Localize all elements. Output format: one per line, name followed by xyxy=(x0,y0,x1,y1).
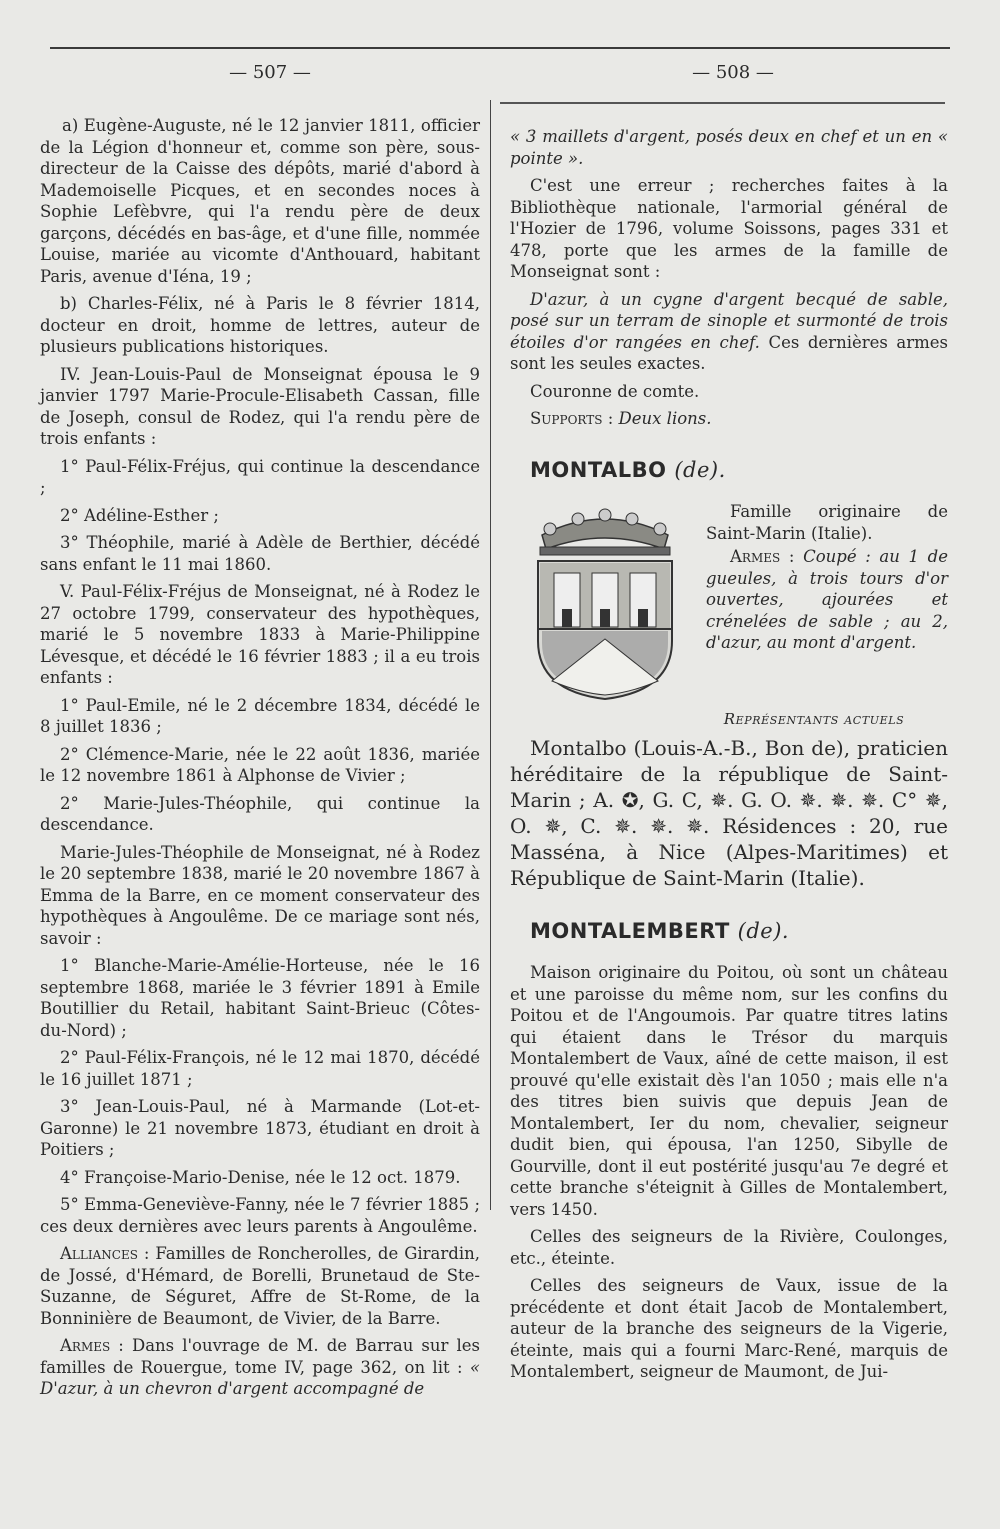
column-divider xyxy=(490,100,491,1210)
paragraph: 5° Emma-Geneviève-Fanny, née le 7 février 1885 ; ces deux dernières avec leurs parents à Angoulême. xyxy=(40,1195,480,1236)
armes-quote: « D'azur, à un chevron d'argent accompagné de xyxy=(40,1357,480,1398)
paragraph: a) Eugène-Auguste, né le 12 janvier 1811, officier de la Légion d'honneur et, comme son père, sous-directeur de la Caisse des dépôts, marié d'abord à Mademoiselle Picques, et en secondes noces à Sophie Lefèbvre, qui l'a rendu père de deux garçons, décédés en bas-âge, et d'une fille, nommée Louise, mariée au vicomte d'Anthouard, habitant Paris, avenue d'Iéna, 19 ; xyxy=(40,116,480,286)
montalembert-name: MONTALEMBERT xyxy=(530,918,730,943)
paragraph: 1° Paul-Félix-Fréjus, qui continue la descendance ; xyxy=(40,456,480,497)
blazon-paragraph xyxy=(510,289,948,375)
representants-label: Représentants actuels xyxy=(723,710,905,728)
paragraph: 3° Théophile, marié à Adèle de Berthier, décédé sans enfant le 11 mai 1860. xyxy=(40,533,480,574)
paragraph: Marie-Jules-Théophile de Monseignat, né à Rodez le 20 septembre 1838, marié le 20 novembre 1867 à Emma de la Barre, en ce moment conservateur des hypothèques à Angoulême. De ce mariage sont nés, savoir : xyxy=(40,842,480,948)
paragraph: 3° Jean-Louis-Paul, né à Marmande (Lot-et-Garonne) le 21 novembre 1873, étudiant en droit à Poitiers ; xyxy=(40,1097,480,1159)
montalbo-origin: Famille originaire de Saint-Marin (Italie). xyxy=(706,502,948,543)
montalembert-heading xyxy=(530,918,948,943)
paragraph: 2° Marie-Jules-Théophile, qui continue la descendance. xyxy=(40,793,480,834)
paragraph: C'est une erreur ; recherches faites à la Bibliothèque nationale, l'armorial général de l'Hozier de 1796, volume Soissons, pages 331 et 478, porte que les armes de la famille de Monseignat sont : xyxy=(510,176,948,281)
page-number-right: — 508 — xyxy=(692,62,774,83)
montalbo-name: MONTALBO xyxy=(530,457,667,482)
page-number-left: — 507 — xyxy=(229,62,311,83)
alliances-text: Familles de Roncherolles, de Girardin, de Jossé, d'Hémard, de Borelli, Brunetaud de Ste-Suzanne, de Séguret, Affre de St-Rome, de la Bonninière de Beaumont, de Vivier, de la Barre. xyxy=(40,1244,480,1328)
paragraph: 2° Adéline-Esther ; xyxy=(60,505,219,525)
paragraph: 1° Paul-Emile, né le 2 décembre 1834, décédé le 8 juillet 1836 ; xyxy=(40,695,480,736)
paragraph: V. Paul-Félix-Fréjus de Monseignat, né à Rodez le 27 octobre 1799, conservateur des hypothèques, marié le 5 novembre 1833 à Marie-Philippine Lévesque, et décédé le 16 février 1883 ; il a eu trois enfants : xyxy=(40,582,480,687)
paragraph: 2° Clémence-Marie, née le 22 août 1836, mariée le 12 novembre 1861 à Alphonse de Vivier ; xyxy=(40,744,480,785)
montalbo-heading xyxy=(530,457,948,482)
left-column xyxy=(40,115,480,1406)
supports-label: Supports : xyxy=(530,409,614,428)
supports-paragraph xyxy=(510,408,948,430)
paragraph: b) Charles-Félix, né à Paris le 8 février 1814, docteur en droit, homme de lettres, auteur de plusieurs publications historiques. xyxy=(40,294,480,356)
montalbo-armes-paragraph xyxy=(706,546,948,654)
montalbo-block xyxy=(510,501,948,701)
blazon-text: D'azur, à un cygne d'argent becqué de sable, posé sur un terram de sinople et surmonté de trois étoiles d'or rangées en chef. xyxy=(510,289,948,352)
paragraph: 1° Blanche-Marie-Amélie-Horteuse, née le 16 septembre 1868, mariée le 3 février 1891 à Emile Boutillier du Retail, habitant Saint-Brieuc (Côtes-du-Nord) ; xyxy=(40,956,480,1040)
coat-of-arms-image xyxy=(520,501,690,701)
montalembert-particle: (de). xyxy=(737,918,790,943)
right-column xyxy=(510,126,948,1389)
paragraph: 4° Françoise-Mario-Denise, née le 12 oct. 1879. xyxy=(60,1167,461,1187)
paragraph: Celles des seigneurs de la Rivière, Coulonges, etc., éteinte. xyxy=(510,1227,948,1268)
top-rule xyxy=(50,47,950,49)
blazon-quote-continued: « 3 maillets d'argent, posés deux en chef et un en « pointe ». xyxy=(510,127,948,168)
montalbo-armes-text: Coupé : au 1 de gueules, à trois tours d'or ouvertes, ajourées et crénelées de sable ; au 2, d'azur, au mont d'argent. xyxy=(706,547,949,652)
alliances-label: Alliances : xyxy=(60,1244,150,1263)
montalbo-armes-label: Armes : xyxy=(730,547,795,566)
alliances-paragraph xyxy=(40,1243,480,1329)
paragraph: 2° Paul-Félix-François, né le 12 mai 1870, décédé le 16 juillet 1871 ; xyxy=(40,1048,480,1089)
right-header-rule xyxy=(500,102,945,104)
blazon-tail: Ces dernières armes sont les seules exactes. xyxy=(510,332,948,373)
paragraph: IV. Jean-Louis-Paul de Monseignat épousa le 9 janvier 1797 Marie-Procule-Elisabeth Cassan, fille de Joseph, consul de Rodez, qui l'a rendu père de trois enfants : xyxy=(40,364,480,448)
armes-text: Dans l'ouvrage de M. de Barrau sur les familles de Rouergue, tome IV, page 362, on lit : xyxy=(40,1336,480,1377)
couronne: Couronne de comte. xyxy=(530,381,700,401)
montalbo-arms-description xyxy=(706,501,948,656)
montalbo-particle: (de). xyxy=(674,457,726,482)
armes-paragraph xyxy=(40,1335,480,1400)
supports-value: Deux lions. xyxy=(618,409,712,428)
montalbo-representants: Montalbo (Louis-A.-B., Bon de), praticien héréditaire de la république de Saint-Marin ; A. ✪, G. C, ✵. G. O. ✵. ✵. ✵. C° ✵, O. ✵, C. ✵. ✵. ✵. Résidences : 20, rue Masséna, à Nice (Alpes-Maritimes) et République de Saint-Marin (Italie). xyxy=(510,735,948,890)
paragraph: Celles des seigneurs de Vaux, issue de la précédente et dont était Jacob de Montalembert, auteur de la branche des seigneurs de la Vigerie, éteinte, mais qui a fourni Marc-René, marquis de Montalembert, seigneur de Maumont, de Jui- xyxy=(510,1276,948,1381)
armes-label: Armes : xyxy=(60,1336,124,1355)
paragraph: Maison originaire du Poitou, où sont un château et une paroisse du même nom, sur les confins du Poitou et de l'Angoumois. Par quatre titres latins qui étaient dans le Trésor du marquis Montalembert de Vaux, aîné de cette maison, il est prouvé qu'elle existait dès l'an 1050 ; mais elle n'a des titres bien suivis que depuis Jean de Montalembert, Ier du nom, chevalier, seigneur dudit bien, qui épousa, l'an 1250, Sibylle de Gourville, dont il eut postérité jusqu'au 7e degré et cette branche s'éteignit à Gilles de Montalembert, vers 1450. xyxy=(510,963,948,1219)
